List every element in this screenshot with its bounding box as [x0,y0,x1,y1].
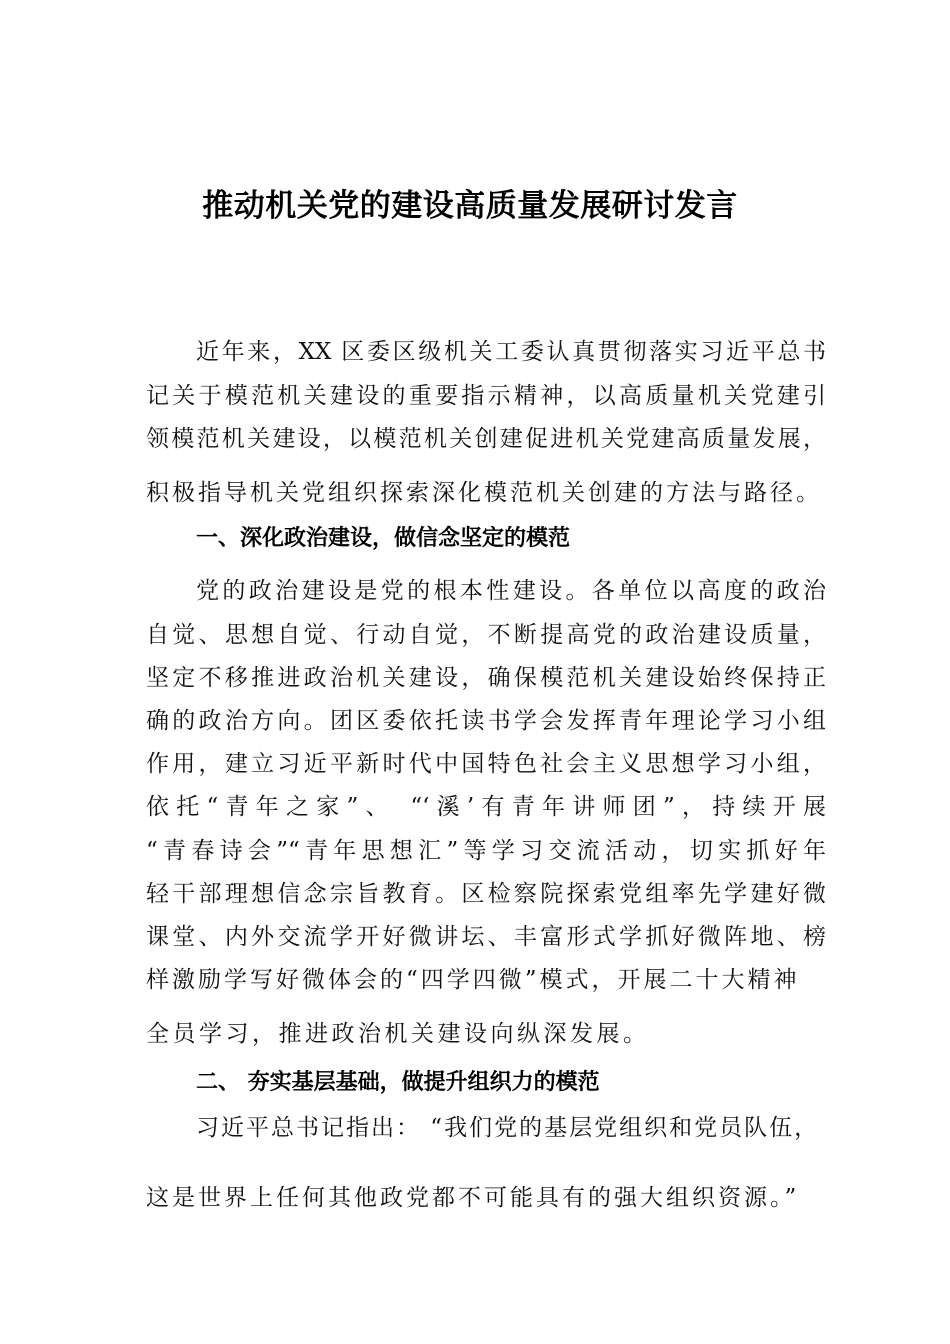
section-1-line-6: 依托“青年之家”、 “‘溪’有青年讲师团”，持续开展 [146,794,826,820]
intro-line-2: 记关于模范机关建设的重要指示精神，以高质量机关党建引 [146,383,826,409]
section-1-line-7: “青春诗会”“青年思想汇”等学习交流活动，切实抓好年 [146,838,826,864]
section-1-heading: 一、深化政治建设，做信念坚定的模范 [196,526,571,551]
section-2-line-1: 习近平总书记指出： “我们党的基层党组织和党员队伍， [196,1115,820,1141]
section-1-line-5: 作用，建立习近平新时代中国特色社会主义思想学习小组， [146,751,826,777]
section-1-line-2: 自觉、思想自觉、行动自觉，不断提高党的政治建设质量， [146,622,826,648]
section-1-line-1: 党的政治建设是党的根本性建设。各单位以高度的政治 [196,578,826,604]
intro-line-1: 近年来，XX 区委区级机关工委认真贯彻落实习近平总书 [196,339,826,365]
section-1-line-11: 全员学习，推进政治机关建设向纵深发展。 [146,1021,650,1047]
section-1-line-9: 课堂、内外交流学开好微讲坛、丰富形式学抓好微阵地、榜 [146,924,826,950]
document-title: 推动机关党的建设高质量发展研讨发言 [202,188,738,224]
section-1-line-3: 坚定不移推进政治机关建设，确保模范机关建设始终保持正 [146,665,826,691]
intro-line-3: 领模范机关建设，以模范机关创建促进机关党建高质量发展， [146,426,826,452]
section-2-heading: 二、 夯实基层基础，做提升组织力的模范 [196,1070,600,1095]
intro-line-4: 积极指导机关党组织探索深化模范机关创建的方法与路径。 [146,480,822,506]
section-2-line-2: 这是世界上任何其他政党都不可能具有的强大组织资源。” [146,1185,800,1211]
section-1-line-8: 轻干部理想信念宗旨教育。区检察院探索党组率先学建好微 [146,881,826,907]
section-1-line-4: 确的政治方向。团区委依托读书学会发挥青年理论学习小组 [146,708,826,734]
section-1-line-10: 样激励学写好微体会的“四学四微”模式，开展二十大精神 [146,967,800,993]
